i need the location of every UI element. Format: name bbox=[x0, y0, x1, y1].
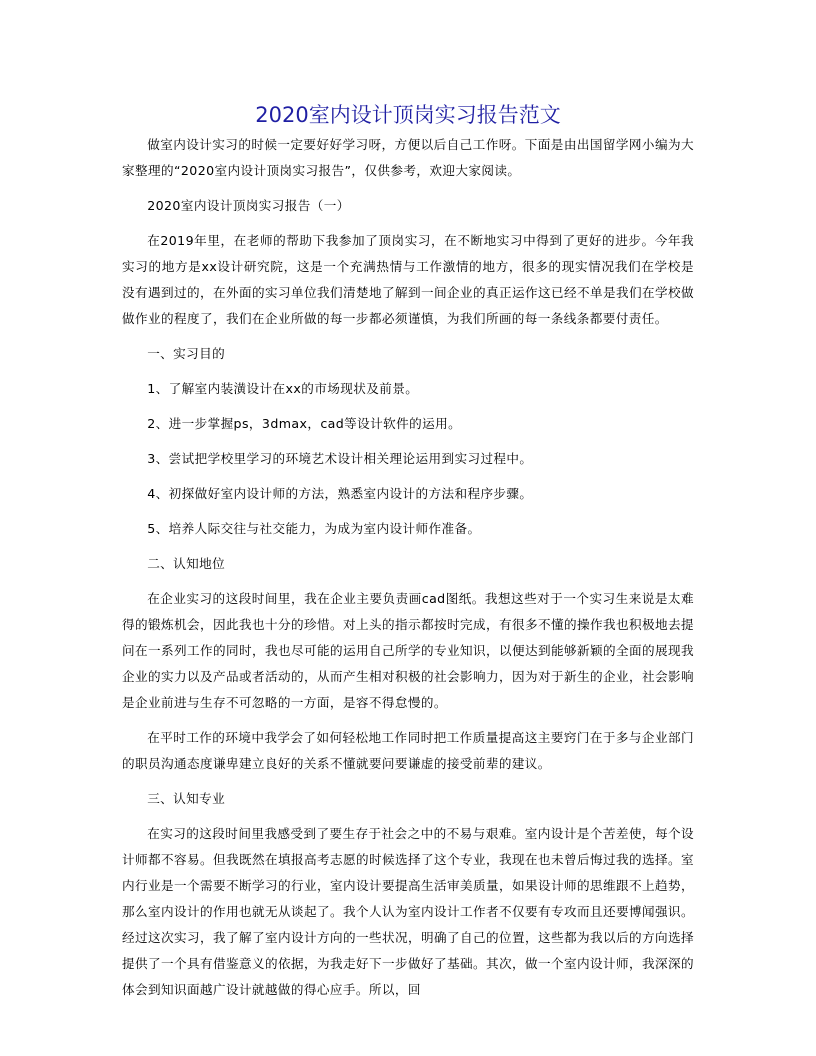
paragraph-3: 在平时工作的环境中我学会了如何轻松地工作同时把工作质量提高这主要窍门在于多与企业部门的职员沟通态度谦卑建立良好的关系不懂就要问要谦虚的接受前辈的建议。 bbox=[122, 730, 694, 771]
goal-item: 2、进一步掌握ps，3dmax，cad等设计软件的运用。 bbox=[147, 416, 462, 431]
paragraph-4: 在实习的这段时间里我感受到了要生存于社会之中的不易与艰难。室内设计是个苦差使，每个设计师都不容易。但我既然在填报高考志愿的时候选择了这个专业，我现在也未曾后悔过我的选择。室内行业是一个需要不断学习的行业，室内设计要提高生活审美质量，如果设计师的思维跟不上趋势，那么室内设计的作用也就无从谈起了。我个人认为室内设计工作者不仅要有专攻而且还要博闻强识。经过这次实习，我了解了室内设计方向的一些状况，明确了自己的位置，这些都为我以后的方向选择提供了一个具有借鉴意义的依据，为我走好下一步做好了基础。其次，做一个室内设计师，我深深的体会到知识面越广设计就越做的得心应手。所以，回 bbox=[122, 826, 694, 997]
section-title-profession: 三、认知专业 bbox=[147, 791, 226, 806]
goal-item: 5、培养人际交往与社交能力，为成为室内设计师作准备。 bbox=[147, 521, 481, 536]
section-title-position: 二、认知地位 bbox=[147, 556, 226, 571]
document-body bbox=[122, 132, 694, 1003]
intro-paragraph: 做室内设计实习的时候一定要好好学习呀，方便以后自己工作呀。下面是由出国留学网小编为大家整理的“2020室内设计顶岗实习报告”，仅供参考，欢迎大家阅读。 bbox=[122, 137, 694, 178]
goal-item: 1、了解室内装潢设计在xx的市场现状及前景。 bbox=[147, 381, 419, 396]
report-heading: 2020室内设计顶岗实习报告（一） bbox=[147, 198, 350, 213]
goal-item: 3、尝试把学校里学习的环境艺术设计相关理论运用到实习过程中。 bbox=[147, 451, 533, 466]
goal-item: 4、初探做好室内设计师的方法，熟悉室内设计的方法和程序步骤。 bbox=[147, 486, 533, 501]
paragraph-1: 在2019年里，在老师的帮助下我参加了顶岗实习，在不断地实习中得到了更好的进步。今年我实习的地方是xx设计研究院，这是一个充满热情与工作激情的地方，很多的现实情况我们在学校是没有遇到过的，在外面的实习单位我们清楚地了解到一间企业的真正运作这已经不单是我们在学校做做作业的程度了，我们在企业所做的每一步都必须谨慎，为我们所画的每一条线条都要付责任。 bbox=[122, 233, 694, 326]
section-title-goals: 一、实习目的 bbox=[147, 346, 226, 361]
paragraph-2: 在企业实习的这段时间里，我在企业主要负责画cad图纸。我想这些对于一个实习生来说是太难得的锻炼机会，因此我也十分的珍惜。对上头的指示都按时完成，有很多不懂的操作我也积极地去提问在一系列工作的同时，我也尽可能的运用自己所学的专业知识，以便达到能够新颖的全面的展现我企业的实力以及产品或者活动的，从而产生相对积极的社会影响力，因为对于新生的企业，社会影响是企业前进与生存不可忽略的一方面，是容不得怠慢的。 bbox=[122, 591, 694, 710]
document-title: 2020室内设计顶岗实习报告范文 bbox=[255, 103, 561, 127]
